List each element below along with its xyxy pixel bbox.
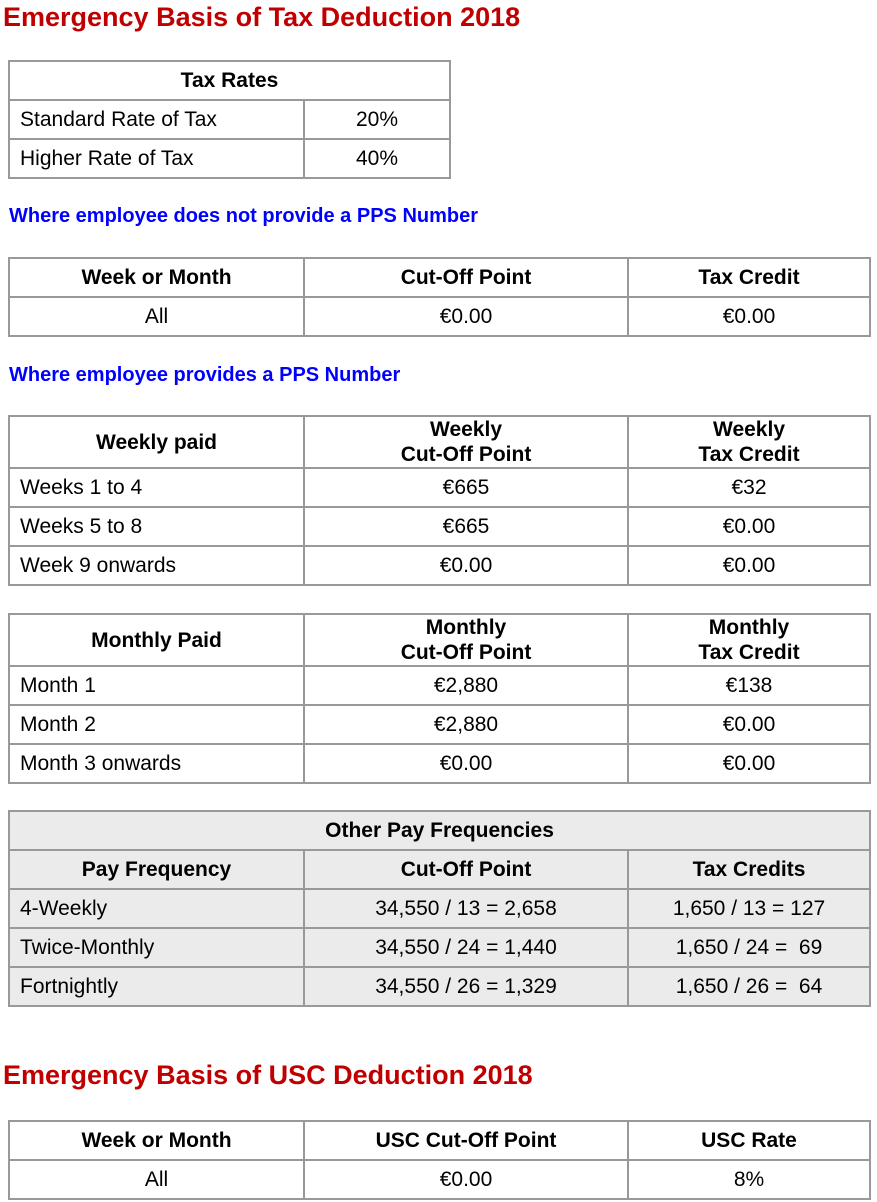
column-header: Week or Month xyxy=(9,258,304,297)
cell: All xyxy=(9,1160,304,1199)
cell: €0.00 xyxy=(304,744,628,783)
table-row xyxy=(9,546,870,585)
table-row xyxy=(9,967,870,1006)
column-header: Tax Credits xyxy=(628,850,870,889)
cell: 1,650 / 26 = 64 xyxy=(628,967,870,1006)
other-pay-frequencies-table xyxy=(8,810,871,1007)
header-line: Tax Credit xyxy=(698,443,800,466)
cell: Month 2 xyxy=(9,705,304,744)
cell: €32 xyxy=(628,468,870,507)
cell: Fortnightly xyxy=(9,967,304,1006)
rate-label: Higher Rate of Tax xyxy=(9,139,304,178)
table-row xyxy=(9,100,450,139)
header-line: Monthly xyxy=(425,616,507,639)
column-header xyxy=(304,416,628,468)
rate-value: 20% xyxy=(304,100,450,139)
cell: €665 xyxy=(304,468,628,507)
cell: 34,550 / 24 = 1,440 xyxy=(304,928,628,967)
cell: €0.00 xyxy=(304,546,628,585)
no-pps-table xyxy=(8,257,871,337)
column-header: Tax Credit xyxy=(628,258,870,297)
column-header: Monthly Paid xyxy=(9,614,304,666)
header-line: Cut-Off Point xyxy=(400,641,532,664)
no-pps-heading: Where employee does not provide a PPS Number xyxy=(9,205,479,227)
cell: Week 9 onwards xyxy=(9,546,304,585)
cell: Twice-Monthly xyxy=(9,928,304,967)
with-pps-heading: Where employee provides a PPS Number xyxy=(9,364,401,386)
cell: Weeks 5 to 8 xyxy=(9,507,304,546)
rate-value: 40% xyxy=(304,139,450,178)
table-row xyxy=(9,139,450,178)
tax-rates-table xyxy=(8,60,451,179)
header-line: Tax Credit xyxy=(698,641,800,664)
column-header: Weekly paid xyxy=(9,416,304,468)
cell: All xyxy=(9,297,304,336)
table-row xyxy=(9,468,870,507)
cell: €0.00 xyxy=(628,507,870,546)
header-line: Weekly xyxy=(713,418,785,441)
cell: Month 3 onwards xyxy=(9,744,304,783)
cell: 1,650 / 24 = 69 xyxy=(628,928,870,967)
table-title: Other Pay Frequencies xyxy=(9,811,870,850)
table-row xyxy=(9,297,870,336)
table-row xyxy=(9,889,870,928)
cell: €0.00 xyxy=(628,705,870,744)
cell: Weeks 1 to 4 xyxy=(9,468,304,507)
column-header: USC Cut-Off Point xyxy=(304,1121,628,1160)
table-row xyxy=(9,666,870,705)
tax-deduction-title: Emergency Basis of Tax Deduction 2018 xyxy=(3,2,521,32)
cell: €2,880 xyxy=(304,705,628,744)
weekly-paid-table xyxy=(8,415,871,586)
column-header xyxy=(304,614,628,666)
cell: €0.00 xyxy=(304,1160,628,1199)
cell: 34,550 / 13 = 2,658 xyxy=(304,889,628,928)
rate-label: Standard Rate of Tax xyxy=(9,100,304,139)
usc-table xyxy=(8,1120,871,1200)
cell: €138 xyxy=(628,666,870,705)
cell: €2,880 xyxy=(304,666,628,705)
column-header: Week or Month xyxy=(9,1121,304,1160)
cell: €0.00 xyxy=(628,546,870,585)
table-row xyxy=(9,928,870,967)
column-header xyxy=(628,614,870,666)
column-header: USC Rate xyxy=(628,1121,870,1160)
table-row xyxy=(9,507,870,546)
header-line: Cut-Off Point xyxy=(400,443,532,466)
column-header: Pay Frequency xyxy=(9,850,304,889)
column-header: Cut-Off Point xyxy=(304,850,628,889)
table-row xyxy=(9,1160,870,1199)
cell: 1,650 / 13 = 127 xyxy=(628,889,870,928)
cell: 34,550 / 26 = 1,329 xyxy=(304,967,628,1006)
cell: 4-Weekly xyxy=(9,889,304,928)
cell: 8% xyxy=(628,1160,870,1199)
cell: €0.00 xyxy=(628,297,870,336)
cell: €0.00 xyxy=(628,744,870,783)
cell: €665 xyxy=(304,507,628,546)
monthly-paid-table xyxy=(8,613,871,784)
cell: €0.00 xyxy=(304,297,628,336)
usc-deduction-title: Emergency Basis of USC Deduction 2018 xyxy=(3,1060,533,1090)
column-header xyxy=(628,416,870,468)
tax-rates-header: Tax Rates xyxy=(9,61,450,100)
header-line: Weekly xyxy=(430,418,502,441)
cell: Month 1 xyxy=(9,666,304,705)
table-row xyxy=(9,705,870,744)
table-row xyxy=(9,744,870,783)
header-line: Monthly xyxy=(708,616,790,639)
column-header: Cut-Off Point xyxy=(304,258,628,297)
